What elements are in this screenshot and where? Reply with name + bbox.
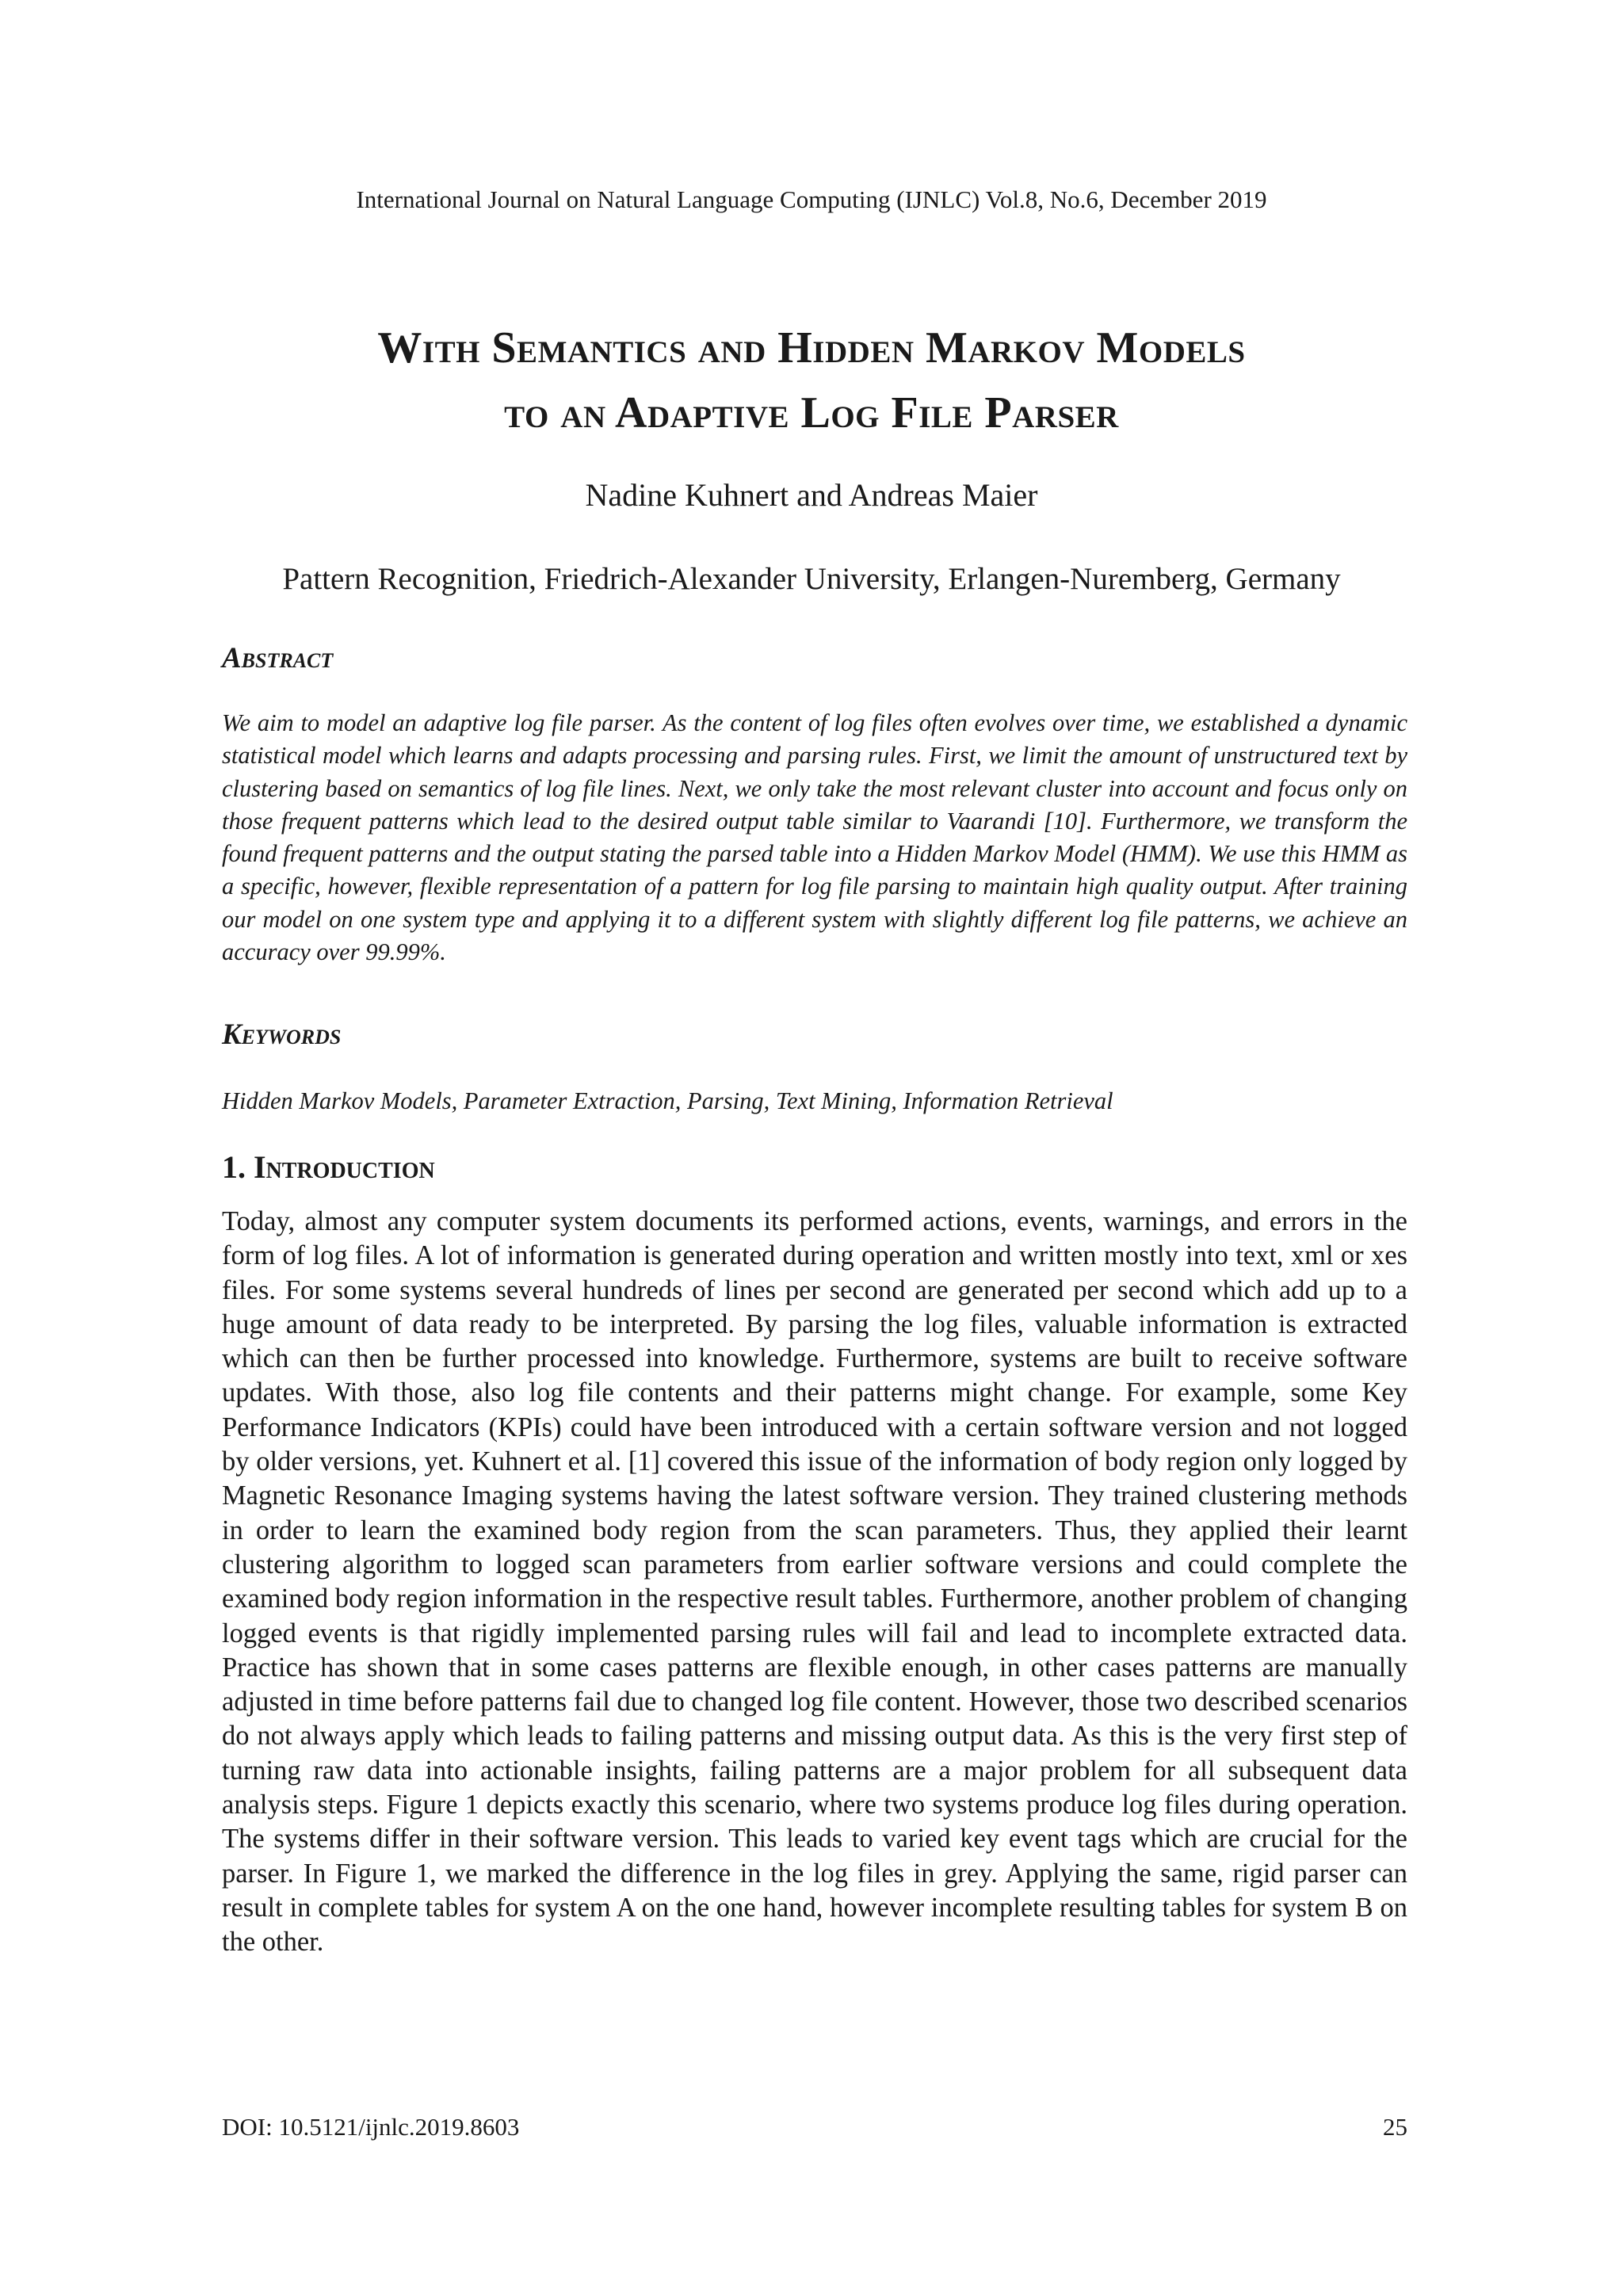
affiliation: Pattern Recognition, Friedrich-Alexander University, Erlangen-Nuremberg, Germany	[282, 562, 1341, 596]
title-line-1: With Semantics and Hidden Markov Models	[377, 323, 1246, 372]
introduction-heading	[222, 1148, 435, 1187]
abstract-text: We aim to model an adaptive log file parser. As the content of log files often evolves over time, we established a dynamic statistical model which learns and adapts processing and parsing rules. First, we limit the amount of unstructured text by clustering based on semantics of log file lines. Next, we only take the most relevant cluster into account and focus only on those frequent patterns which lead to the desired output table similar to Vaarandi [10]. Furthermore, we transform the found frequent patterns and the output stating the parsed table into a Hidden Markov Model (HMM). We use this HMM as a specific, however, flexible representation of a pattern for log file parsing to maintain high quality output. After training our model on one system type and applying it to a different system with slightly different log file patterns, we achieve an accuracy over 99.99%.	[222, 709, 1407, 966]
section-title: Introduction	[254, 1149, 435, 1185]
abstract-heading: Abstract	[222, 642, 334, 674]
authors: Nadine Kuhnert and Andreas Maier	[585, 477, 1038, 513]
section-number: 1.	[222, 1149, 246, 1185]
footer-doi: DOI: 10.5121/ijnlc.2019.8603	[222, 2113, 520, 2141]
introduction-text: Today, almost any computer system documents its performed actions, events, warnings, and errors in the form of log files. A lot of information is generated during operation and written mostly into text, xml or xes files. For some systems several hundreds of lines per second are generated per second which add up to a huge amount of data ready to be interpreted. By parsing the log files, valuable information is extracted which can then be further processed into knowledge. Furthermore, systems are built to receive software updates. With those, also log file contents and their patterns might change. For example, some Key Performance Indicators (KPIs) could have been introduced with a certain software version and not logged by older versions, yet. Kuhnert et al. [1] covered this issue of the information of body region only logged by Magnetic Resonance Imaging systems having the latest software version. They trained clustering methods in order to learn the examined body region from the scan parameters. Thus, they applied their learnt clustering algorithm to logged scan parameters from earlier software versions and could complete the examined body region information in the respective result tables. Furthermore, another problem of changing logged events is that rigidly implemented parsing rules will fail and lead to incomplete extracted data. Practice has shown that in some cases patterns are flexible enough, in other cases patterns are manually adjusted in time before patterns fail due to changed log file content. However, those two described scenarios do not always apply which leads to failing patterns and missing output data. As this is the very first step of turning raw data into actionable insights, failing patterns are a major problem for all subsequent data analysis steps. Figure 1 depicts exactly this scenario, where two systems produce log files during operation. The systems differ in their software version. This leads to varied key event tags which are crucial for the parser. In Figure 1, we marked the difference in the log files in grey. Applying the same, rigid parser can result in complete tables for system A on the one hand, however incomplete resulting tables for system B on the other.	[222, 1206, 1407, 1958]
page-number: 25	[1383, 2113, 1407, 2141]
keywords-text: Hidden Markov Models, Parameter Extraction, Parsing, Text Mining, Information Retrieval	[222, 1087, 1113, 1114]
title-line-2: to an Adaptive Log File Parser	[504, 388, 1119, 437]
paper-title	[0, 315, 1623, 445]
running-header: International Journal on Natural Language Computing (IJNLC) Vol.8, No.6, December 2019	[356, 185, 1267, 213]
keywords-heading: Keywords	[222, 1018, 342, 1051]
